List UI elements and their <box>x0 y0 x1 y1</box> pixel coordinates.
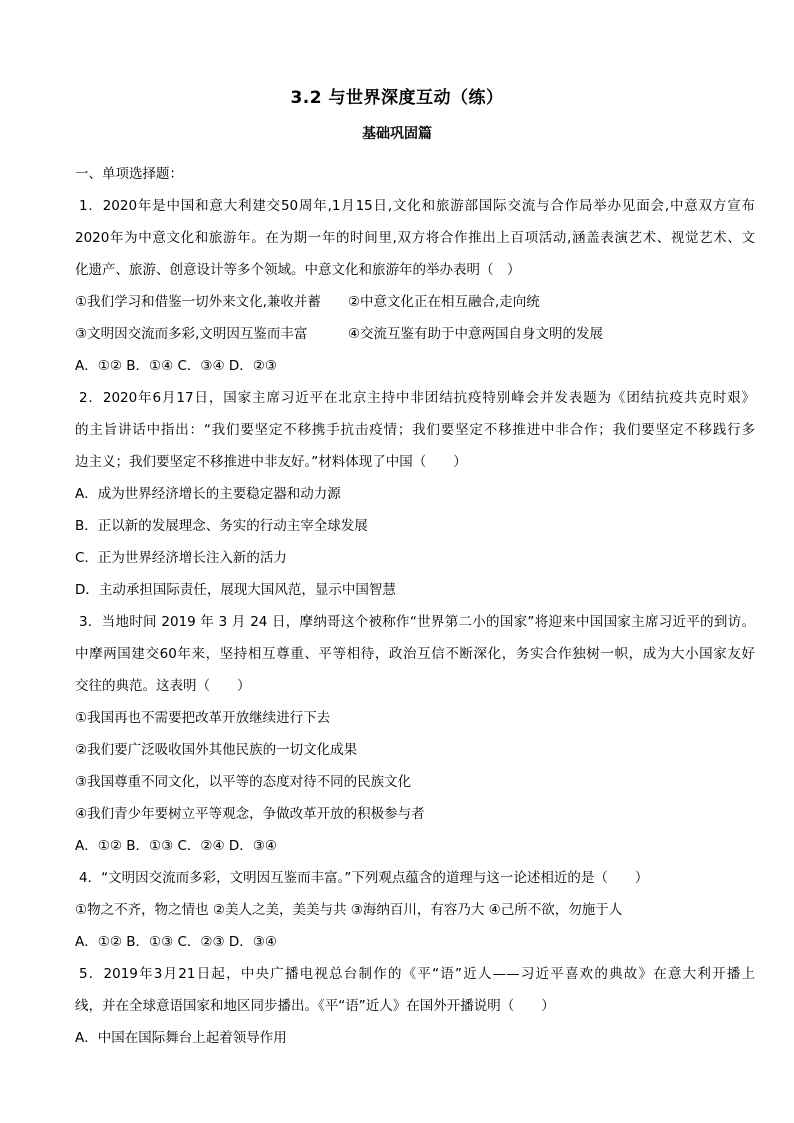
question-3-statement: ①我国再也不需要把改革开放继续进行下去 <box>75 710 331 726</box>
question-1-stem-line: 1．2020年是中国和意大利建交50周年,1月15日,文化和旅游部国际交流与合作局举办见面会,中意双方宣布 <box>79 198 755 214</box>
question-3-stem-line: 中摩两国建交60年来，坚持相互尊重、平等相待，政治互信不断深化，务实合作独树一帜，成为大小国家友好 <box>75 646 755 662</box>
question-2-stem-line: 的主旨讲话中指出：“我们要坚定不移携手抗击疫情；我们要坚定不移推进中非合作；我们要坚定不移践行多 <box>75 422 755 438</box>
question-1-options: A．①② B．①④ C．③④ D．②③ <box>75 358 278 374</box>
question-3-statement: ②我们要广泛吸收国外其他民族的一切文化成果 <box>75 742 358 758</box>
question-2-option-b: B．正以新的发展理念、务实的行动主宰全球发展 <box>75 518 368 534</box>
question-3-options: A．①② B．①③ C．②④ D．③④ <box>75 838 278 854</box>
question-2-option-a: A．成为世界经济增长的主要稳定器和动力源 <box>75 486 341 502</box>
question-5-option-a: A．中国在国际舞台上起着领导作用 <box>75 1030 287 1046</box>
question-3-statement: ③我国尊重不同文化，以平等的态度对待不同的民族文化 <box>75 774 412 790</box>
question-1-stem-line: 2020年为中意文化和旅游年。在为期一年的时间里,双方将合作推出上百项活动,涵盖表演艺术、视觉艺术、文 <box>75 230 755 246</box>
page-title: 3.2 与世界深度互动（练） <box>290 88 504 108</box>
question-4-stem-line: 4．“文明因交流而多彩，文明因互鉴而丰富。”下列观点蕴含的道理与这一论述相近的是（ ） <box>79 870 649 886</box>
question-2-stem-line: 边主义；我们要坚定不移推进中非友好。”材料体现了中国（ ） <box>75 454 467 470</box>
question-3-stem-line: 交往的典范。这表明（ ） <box>75 678 251 694</box>
question-2-stem-line: 2．2020年6月17日，国家主席习近平在北京主持中非团结抗疫特别峰会并发表题为《团结抗疫共克时艰》 <box>79 390 755 406</box>
question-3-stem-line: 3．当地时间 2019 年 3 月 24 日，摩纳哥这个被称作“世界第二小的国家”将迎来中国国家主席习近平的到访。 <box>79 614 755 630</box>
question-2-option-d: D．主动承担国际责任，展现大国风范，显示中国智慧 <box>75 582 396 598</box>
question-1-statement: ③文明因交流而多彩,文明因互鉴而丰富 ④交流互鉴有助于中意两国自身文明的发展 <box>75 326 603 342</box>
question-1-stem-line: 化遗产、旅游、创意设计等多个领域。中意文化和旅游年的举办表明（ ） <box>75 262 521 278</box>
question-1-statement: ①我们学习和借鉴一切外来文化,兼收并蓄 ②中意文化正在相互融合,走向统 <box>75 294 540 310</box>
section-heading: 一、单项选择题： <box>75 166 183 182</box>
question-2-option-c: C．正为世界经济增长注入新的活力 <box>75 550 287 566</box>
question-5-stem-line: 线，并在全球意语国家和地区同步播出。《平“语”近人》在国外开播说明（ ） <box>75 998 555 1014</box>
page-subtitle: 基础巩固篇 <box>362 126 432 142</box>
question-4-statements: ①物之不齐，物之情也 ②美人之美，美美与共 ③海纳百川，有容乃大 ④己所不欲，勿施于人 <box>75 902 623 918</box>
question-4-options: A．①② B．①③ C．②③ D．③④ <box>75 934 278 950</box>
question-5-stem-line: 5．2019年3月21日起，中央广播电视总台制作的《平“语”近人——习近平喜欢的典故》在意大利开播上 <box>79 966 755 982</box>
document-body <box>75 158 755 1054</box>
question-3-statement: ④我们青少年要树立平等观念，争做改革开放的积极参与者 <box>75 806 425 822</box>
